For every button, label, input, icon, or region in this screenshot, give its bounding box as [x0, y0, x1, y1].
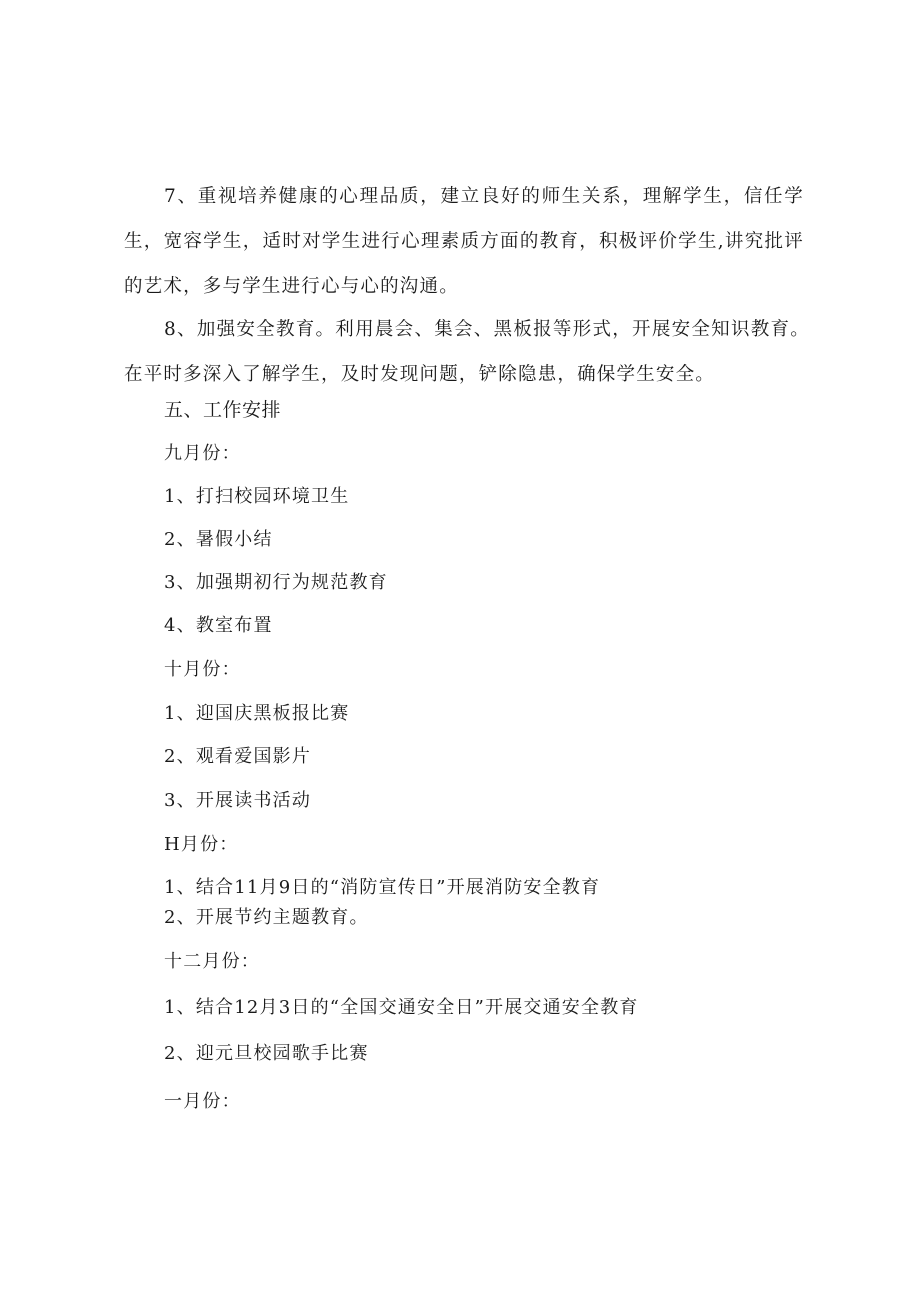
list-item: 3、开展读书活动: [164, 790, 312, 811]
list-item: 1、结合11月9日的“消防宣传日”开展消防安全教育: [164, 877, 601, 898]
list-item: 1、结合12月3日的“全国交通安全日”开展交通安全教育: [164, 997, 639, 1018]
month-label-january: 一月份：: [164, 1091, 241, 1112]
month-label-september: 九月份：: [164, 443, 241, 464]
paragraph-item-7: 7、重视培养健康的心理品质，建立良好的师生关系，理解学生，信任学生，宽容学生，适时对学生进行心理素质方面的教育，积极评价学生,讲究批评的艺术，多与学生进行心与心的沟通。: [124, 186, 804, 297]
list-item: 4、教室布置: [164, 615, 273, 636]
month-label-november: H月份：: [164, 834, 239, 855]
list-item: 1、迎国庆黑板报比赛: [164, 703, 350, 724]
paragraph-item-8: 8、加强安全教育。利用晨会、集会、黑板报等形式，开展安全知识教育。在平时多深入了解学生，及时发现问题，铲除隐患，确保学生安全。: [124, 319, 810, 385]
list-item: 2、暑假小结: [164, 529, 273, 550]
section-heading: 五、工作安排: [164, 399, 282, 421]
list-item: 2、观看爱国影片: [164, 746, 312, 767]
month-label-october: 十月份：: [164, 659, 241, 680]
list-item: 3、加强期初行为规范教育: [164, 572, 388, 593]
month-label-december: 十二月份：: [164, 951, 260, 972]
list-item: 2、迎元旦校园歌手比赛: [164, 1043, 369, 1064]
list-item: 1、打扫校园环境卫生: [164, 486, 350, 507]
list-item: 2、开展节约主题教育。: [164, 907, 369, 928]
